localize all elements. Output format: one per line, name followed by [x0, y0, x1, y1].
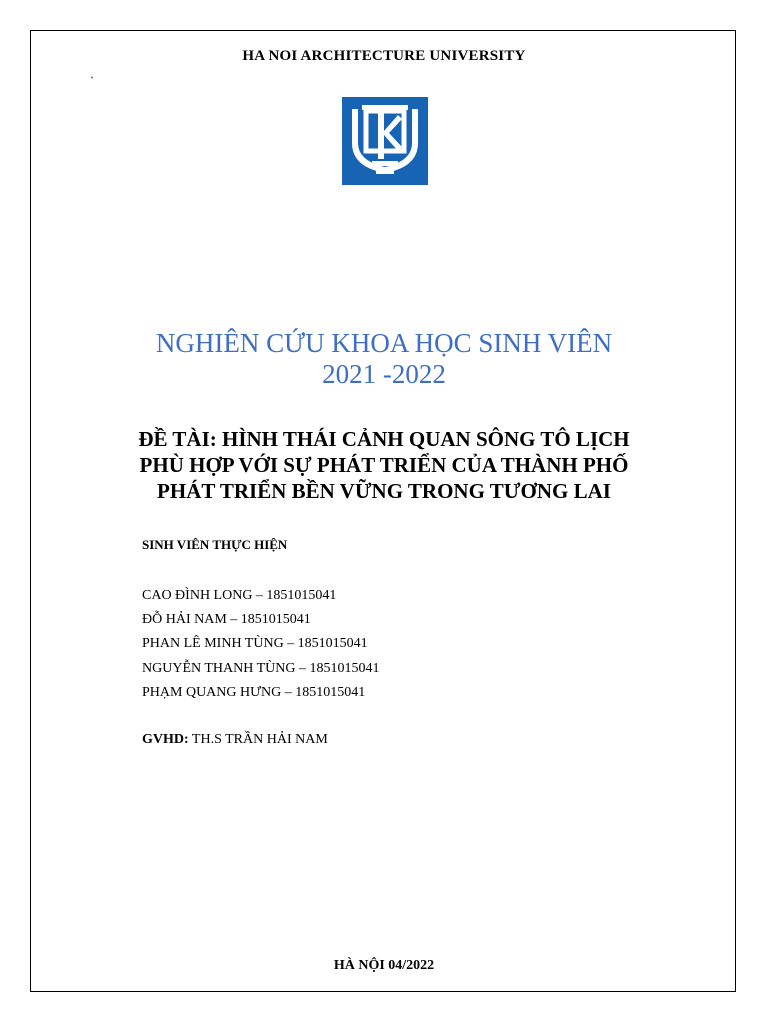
topic-line-2: PHÙ HỢP VỚI SỰ PHÁT TRIỂN CỦA THÀNH PHỐ [139, 453, 629, 477]
list-item: CAO ĐÌNH LONG – 1851015041 [142, 588, 337, 603]
research-title-line: NGHIÊN CỨU KHOA HỌC SINH VIÊN [155, 328, 613, 358]
advisor [142, 732, 328, 748]
academic-year: 2021 -2022 [322, 359, 446, 389]
research-title [0, 328, 768, 390]
list-item: ĐỖ HẢI NAM – 1851015041 [142, 612, 311, 628]
list-item: PHAN LÊ MINH TÙNG – 1851015041 [142, 636, 368, 652]
list-item: NGUYỄN THANH TÙNG – 1851015041 [142, 660, 380, 676]
logo-graphic [342, 97, 428, 185]
topic-title [0, 426, 768, 504]
advisor-name: TH.S TRẦN HẢI NAM [188, 732, 328, 747]
topic-line-1: ĐỀ TÀI: HÌNH THÁI CẢNH QUAN SÔNG TÔ LỊCH [138, 427, 630, 451]
stray-mark: ` [90, 74, 94, 88]
student-list [142, 584, 379, 705]
university-seal-icon [342, 97, 428, 185]
topic-line-3: PHÁT TRIỂN BỀN VỮNG TRONG TƯƠNG LAI [157, 479, 611, 503]
advisor-label: GVHD: [142, 732, 189, 747]
university-name: HA NOI ARCHITECTURE UNIVERSITY [242, 48, 526, 64]
place-date: HÀ NỘI 04/2022 [333, 958, 435, 973]
list-item: PHẠM QUANG HƯNG – 1851015041 [142, 684, 366, 700]
students-heading: SINH VIÊN THỰC HIỆN [142, 537, 288, 552]
